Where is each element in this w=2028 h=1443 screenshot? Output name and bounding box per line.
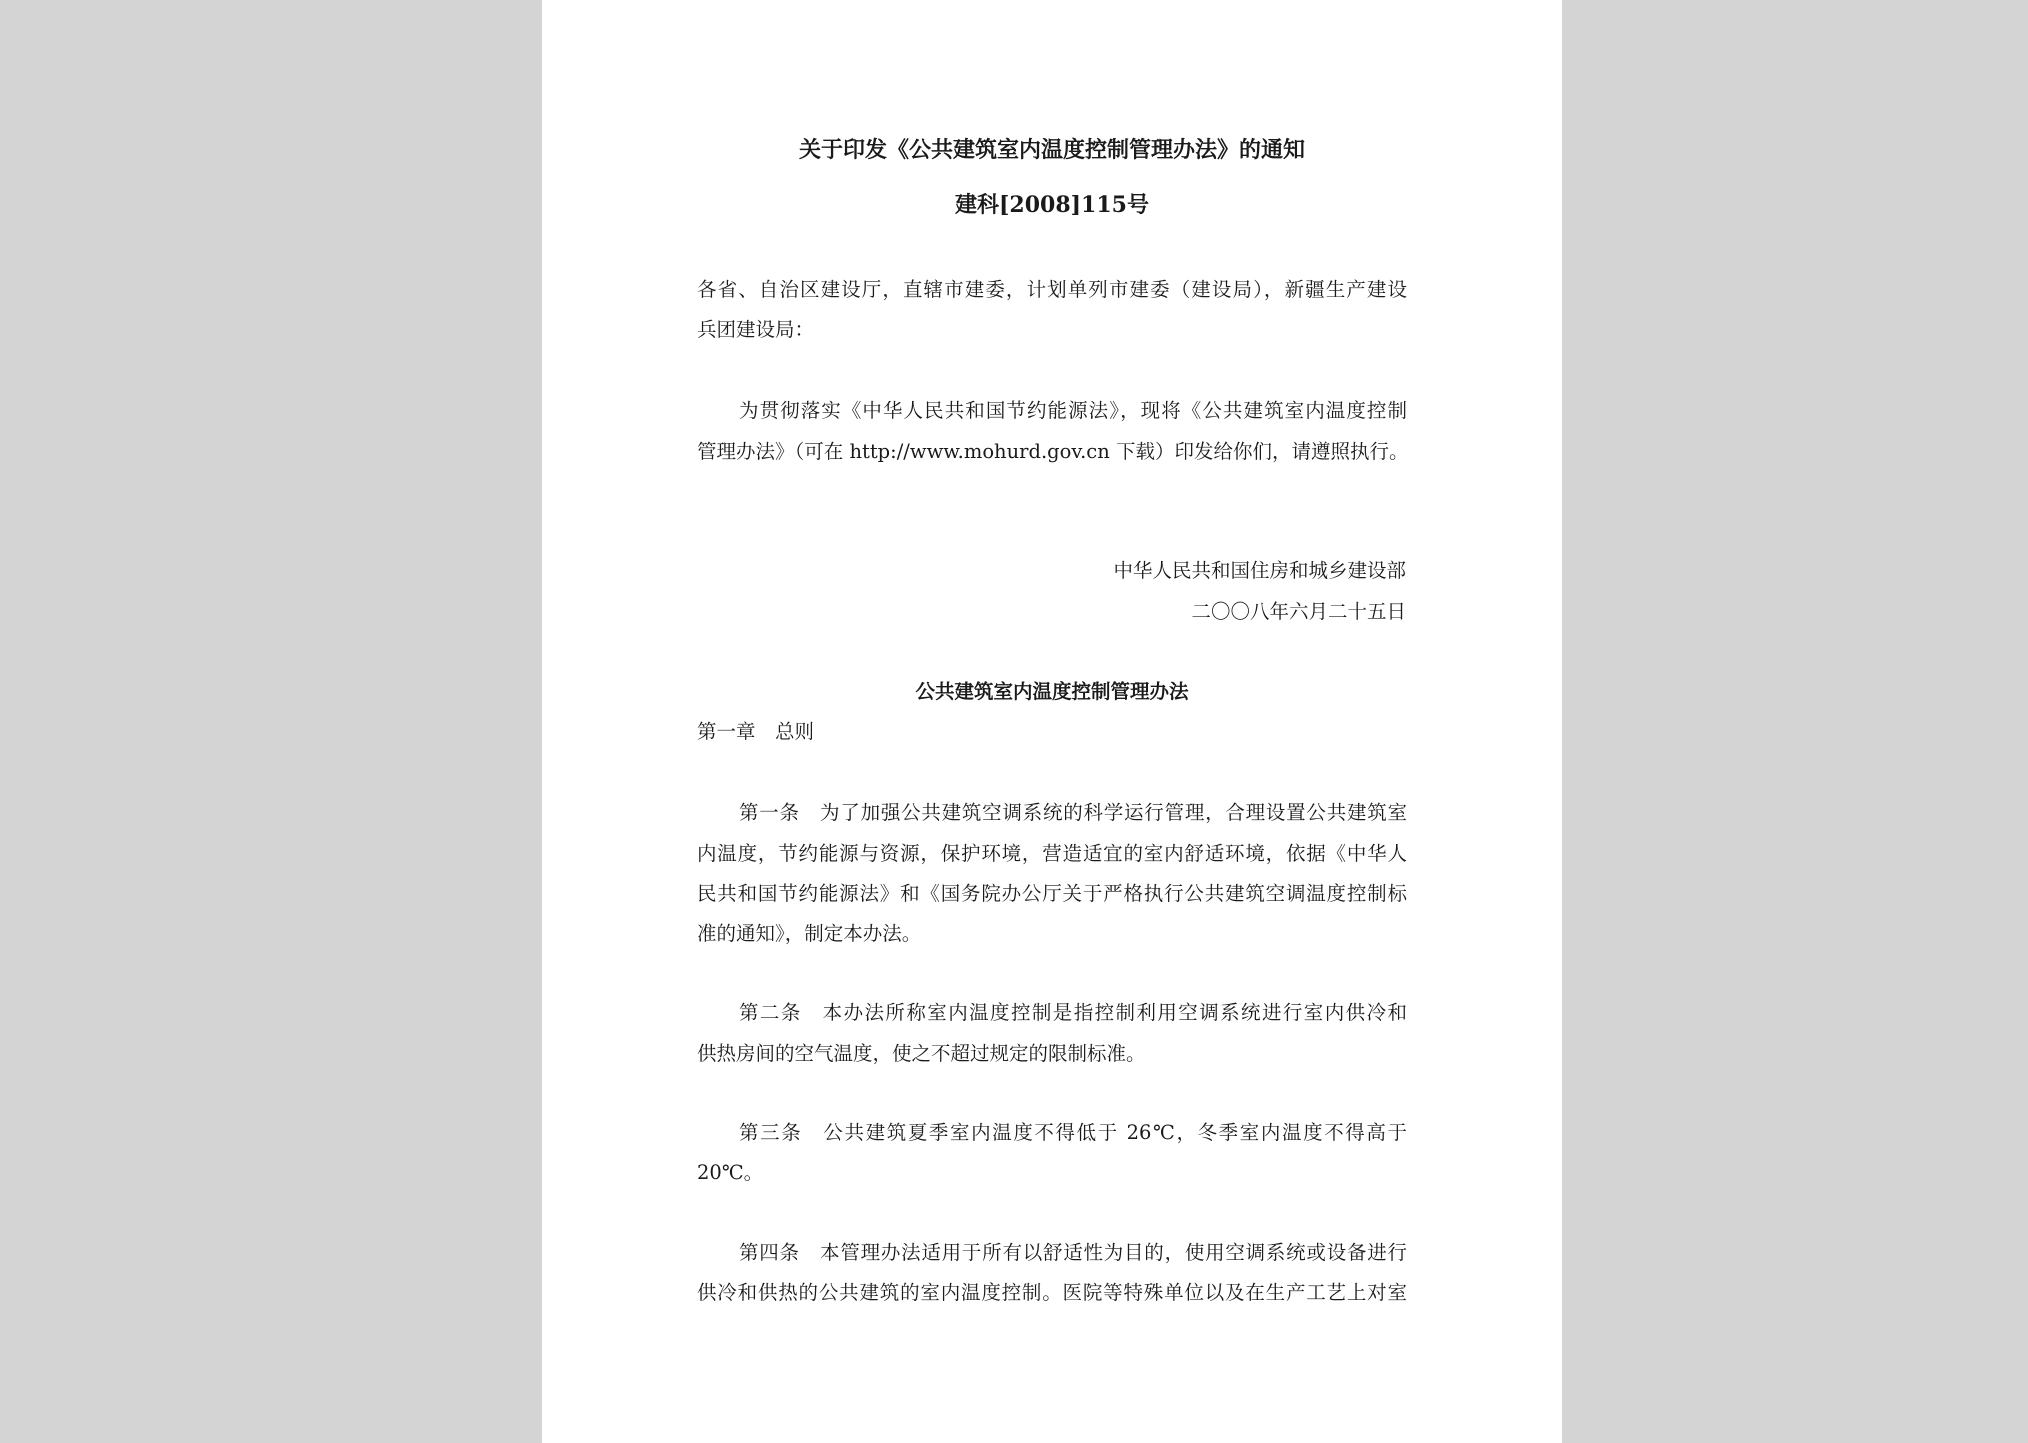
article-2-line-2: 供热房间的空气温度，使之不超过规定的限制标准。 <box>697 1042 1146 1065</box>
intro-line-2: 管理办法》（可在 http://www.mohurd.gov.cn 下载）印发给你们，请遵照执行。 <box>697 440 1409 463</box>
recipients-line-1: 各省、自治区建设厅，直辖市建委，计划单列市建委（建设局），新疆生产建设 <box>697 278 1407 301</box>
recipients-line-2: 兵团建设局： <box>697 318 815 341</box>
article-4-line-2: 供冷和供热的公共建筑的室内温度控制。医院等特殊单位以及在生产工艺上对室 <box>697 1281 1407 1304</box>
issuer: 中华人民共和国住房和城乡建设部 <box>1113 559 1406 582</box>
article-1-line-4: 准的通知》，制定本办法。 <box>697 922 922 945</box>
article-2-line-1: 第二条 本办法所称室内温度控制是指控制利用空调系统进行室内供冷和 <box>739 1001 1407 1024</box>
article-1-line-2: 内温度，节约能源与资源，保护环境，营造适宜的室内舒适环境，依据《中华人 <box>697 842 1407 865</box>
article-3-line-1: 第三条 公共建筑夏季室内温度不得低于 26℃，冬季室内温度不得高于 <box>739 1121 1407 1144</box>
regulation-title: 公共建筑室内温度控制管理办法 <box>915 680 1189 703</box>
issue-date: 二〇〇八年六月二十五日 <box>1191 600 1406 623</box>
document-page <box>542 0 1562 1443</box>
chapter-heading: 第一章 总则 <box>697 720 815 743</box>
article-3-line-2: 20℃。 <box>697 1161 764 1184</box>
intro-line-1: 为贯彻落实《中华人民共和国节约能源法》，现将《公共建筑室内温度控制 <box>739 399 1407 422</box>
article-1-line-1: 第一条 为了加强公共建筑空调系统的科学运行管理，合理设置公共建筑室 <box>739 801 1407 824</box>
article-4-line-1: 第四条 本管理办法适用于所有以舒适性为目的，使用空调系统或设备进行 <box>739 1241 1407 1264</box>
document-number: 建科[2008]115号 <box>955 192 1149 218</box>
document-title: 关于印发《公共建筑室内温度控制管理办法》的通知 <box>798 137 1305 163</box>
article-1-line-3: 民共和国节约能源法》和《国务院办公厅关于严格执行公共建筑空调温度控制标 <box>697 882 1407 905</box>
